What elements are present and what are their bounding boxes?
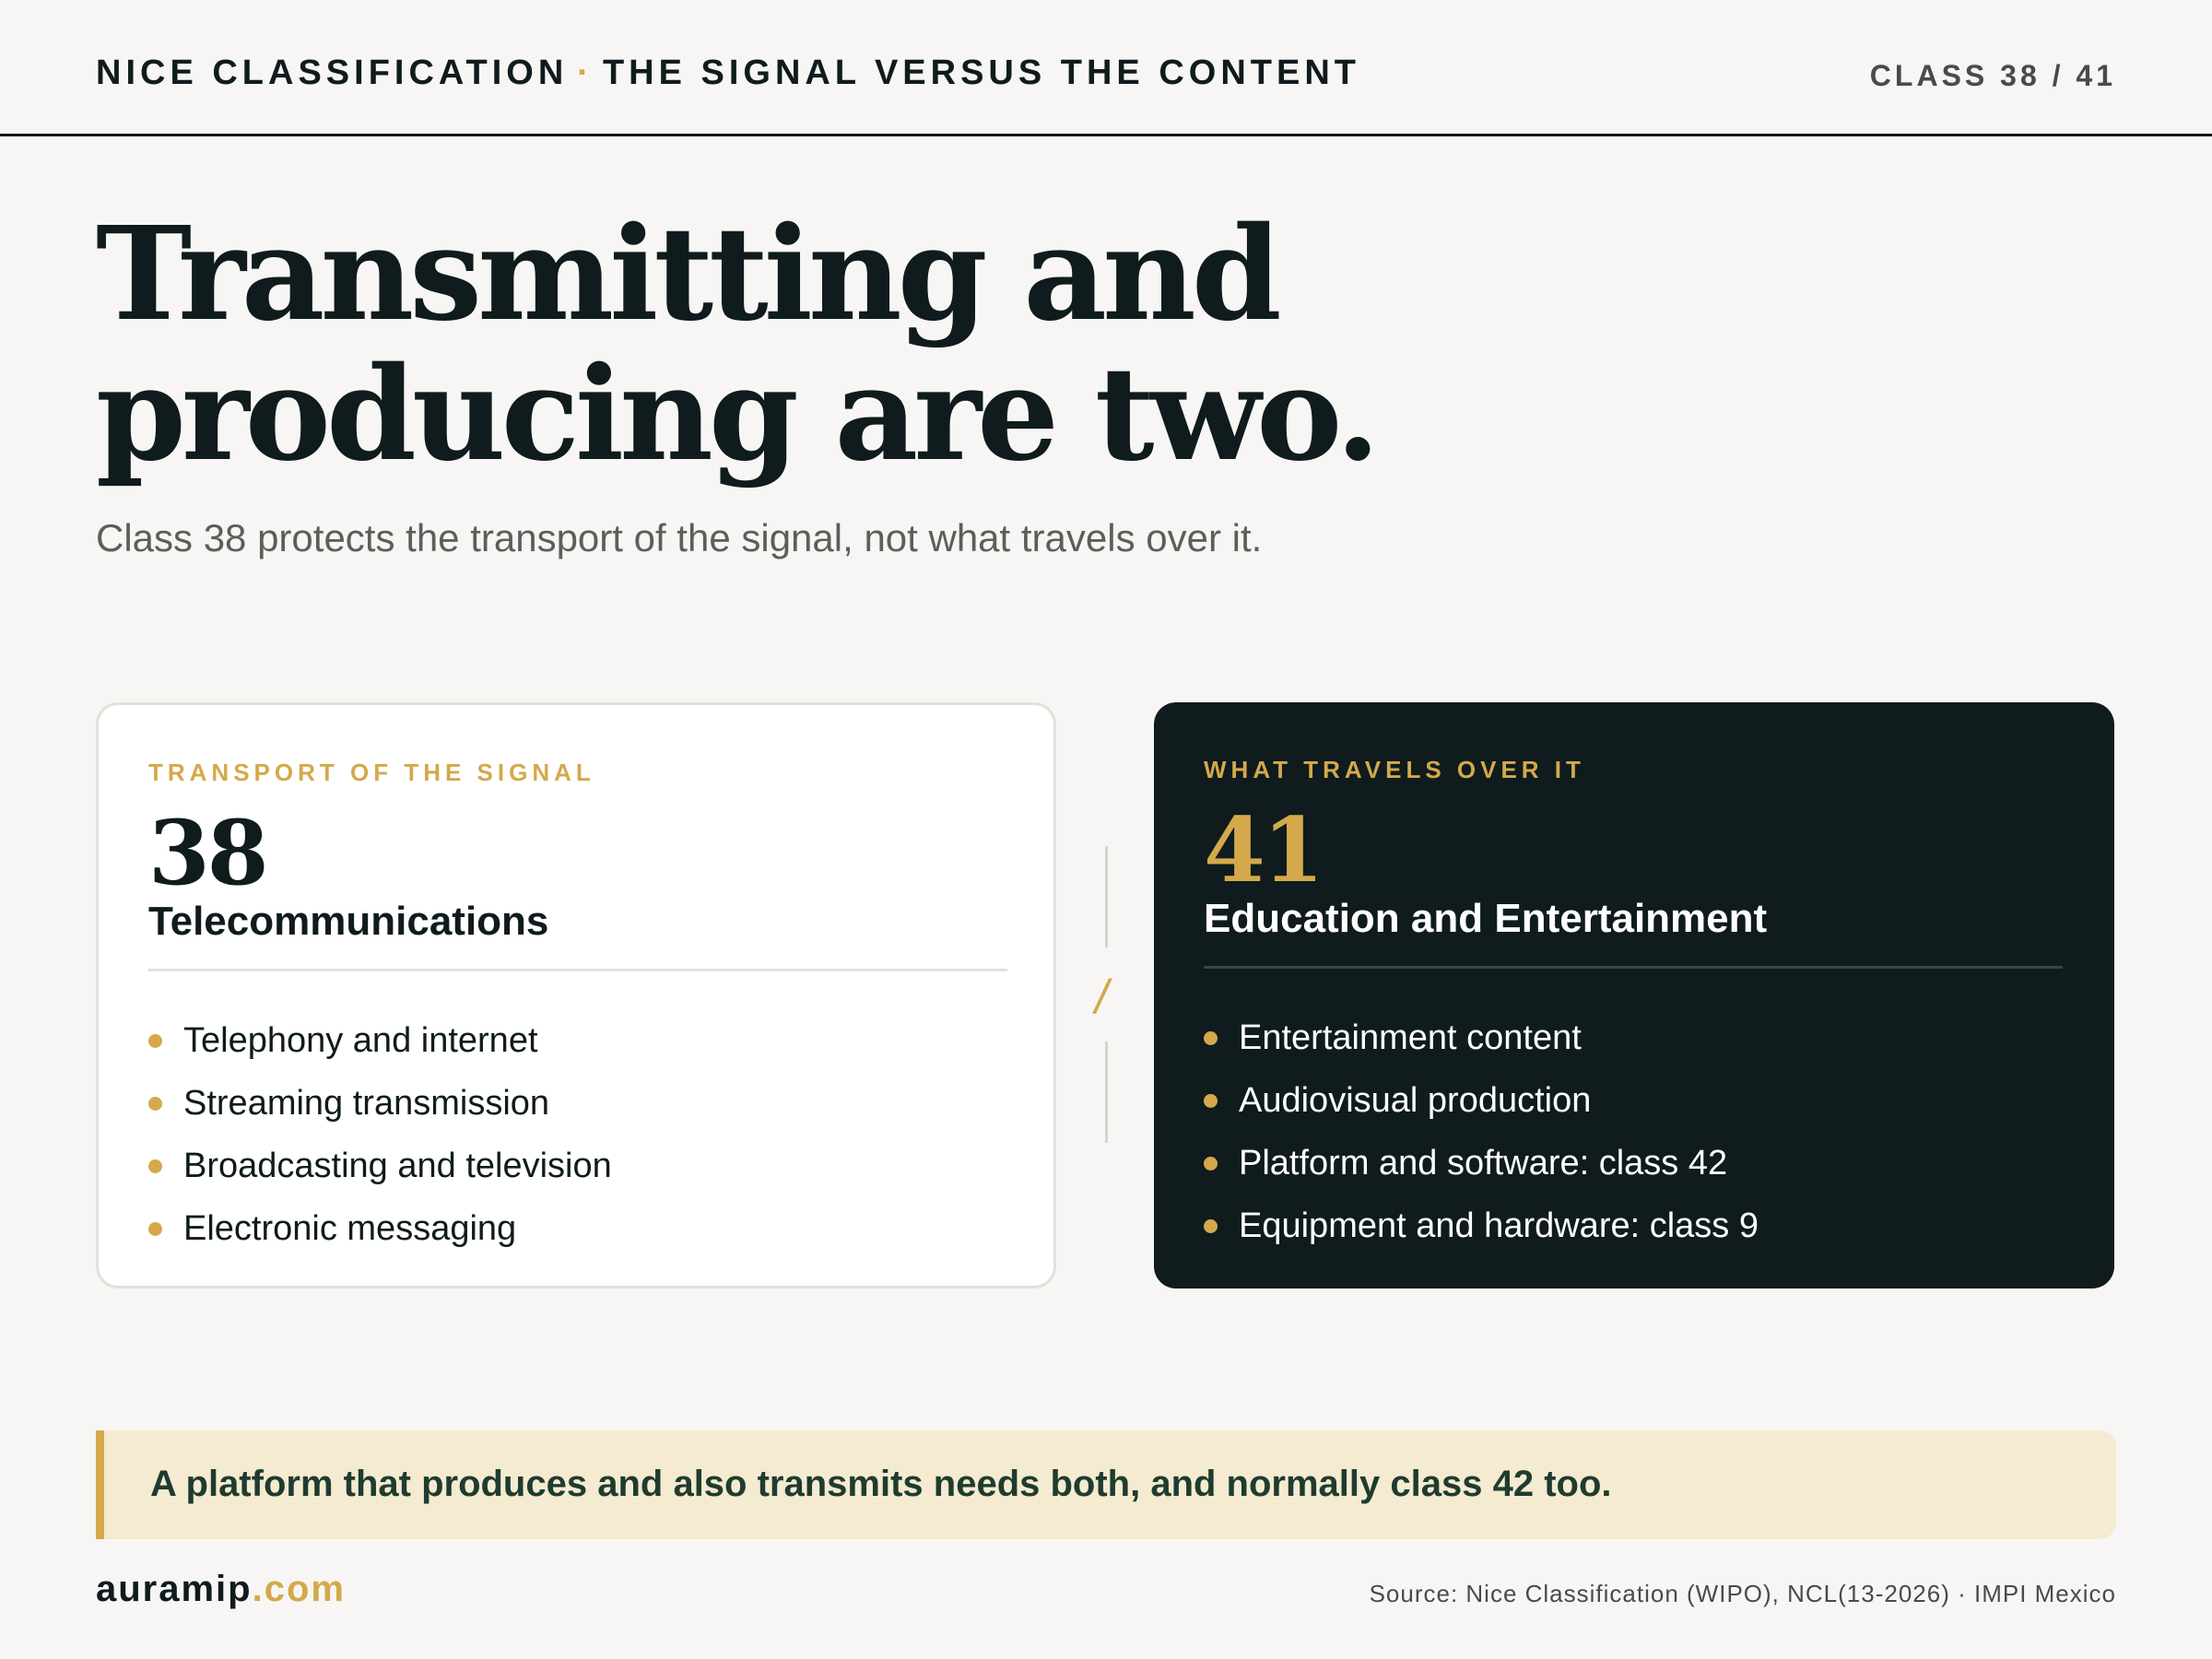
card-divider bbox=[148, 969, 1007, 971]
source-note: Source: Nice Classification (WIPO), NCL(13-2026) · IMPI Mexico bbox=[1369, 1580, 2116, 1607]
list-item bbox=[1204, 1194, 1759, 1257]
class-name: Education and Entertainment bbox=[1204, 896, 1768, 941]
class-number: 41 bbox=[1204, 798, 1322, 902]
card-label: WHAT TRAVELS OVER IT bbox=[1204, 756, 1585, 783]
class-number: 38 bbox=[148, 801, 266, 905]
bullet-icon bbox=[148, 1159, 162, 1173]
header-title bbox=[96, 53, 1360, 93]
brand-name: auramip bbox=[96, 1569, 253, 1609]
list-item-text: Audiovisual production bbox=[1239, 1081, 1592, 1120]
list-item bbox=[1204, 1132, 1759, 1194]
list-item bbox=[148, 1072, 612, 1135]
card-label: TRANSPORT OF THE SIGNAL bbox=[148, 759, 595, 786]
callout-text: A platform that produces and also transmits needs both, and normally class 42 too. bbox=[150, 1464, 1612, 1504]
divider-line-top bbox=[1105, 846, 1108, 947]
class-38-card bbox=[96, 702, 1056, 1288]
bullet-icon bbox=[148, 1097, 162, 1111]
brand-tld: .com bbox=[252, 1569, 346, 1609]
bullet-icon bbox=[1204, 1219, 1218, 1233]
brand-logo[interactable] bbox=[96, 1569, 346, 1610]
list-item bbox=[148, 1135, 612, 1197]
list-item bbox=[1204, 1069, 1759, 1132]
list-item-text: Platform and software: class 42 bbox=[1239, 1144, 1728, 1182]
title-line-1: Transmitting and bbox=[96, 199, 1277, 350]
list-item bbox=[148, 1009, 612, 1072]
list-item-text: Entertainment content bbox=[1239, 1018, 1582, 1057]
page-title bbox=[96, 199, 1376, 490]
class-name: Telecommunications bbox=[148, 899, 549, 944]
bullet-icon bbox=[148, 1222, 162, 1236]
list-item-text: Electronic messaging bbox=[183, 1209, 517, 1248]
page-subtitle: Class 38 protects the transport of the signal, not what travels over it. bbox=[96, 516, 1263, 559]
list-item bbox=[148, 1197, 612, 1260]
list-item-text: Telephony and internet bbox=[183, 1021, 538, 1060]
class-items-list bbox=[1204, 1006, 1759, 1257]
card-divider bbox=[1204, 966, 2063, 969]
title-line-2: producing are two. bbox=[96, 339, 1376, 490]
bullet-icon bbox=[1204, 1094, 1218, 1108]
list-item-text: Equipment and hardware: class 9 bbox=[1239, 1206, 1759, 1245]
list-item-text: Broadcasting and television bbox=[183, 1147, 612, 1185]
divider-line-bottom bbox=[1105, 1041, 1108, 1143]
divider-slash: / bbox=[1095, 971, 1109, 1024]
list-item bbox=[1204, 1006, 1759, 1069]
header-category: NICE CLASSIFICATION bbox=[96, 53, 569, 92]
header-bar bbox=[0, 0, 2212, 136]
header-section: THE SIGNAL VERSUS THE CONTENT bbox=[602, 53, 1360, 92]
page-indicator: CLASS 38 / 41 bbox=[1869, 59, 2116, 92]
bullet-icon bbox=[1204, 1157, 1218, 1171]
callout-box bbox=[96, 1430, 2116, 1539]
bullet-icon bbox=[148, 1034, 162, 1048]
class-41-card bbox=[1154, 702, 2114, 1288]
bullet-icon bbox=[1204, 1031, 1218, 1045]
class-items-list bbox=[148, 1009, 612, 1260]
header-separator: · bbox=[577, 53, 594, 92]
list-item-text: Streaming transmission bbox=[183, 1084, 550, 1123]
